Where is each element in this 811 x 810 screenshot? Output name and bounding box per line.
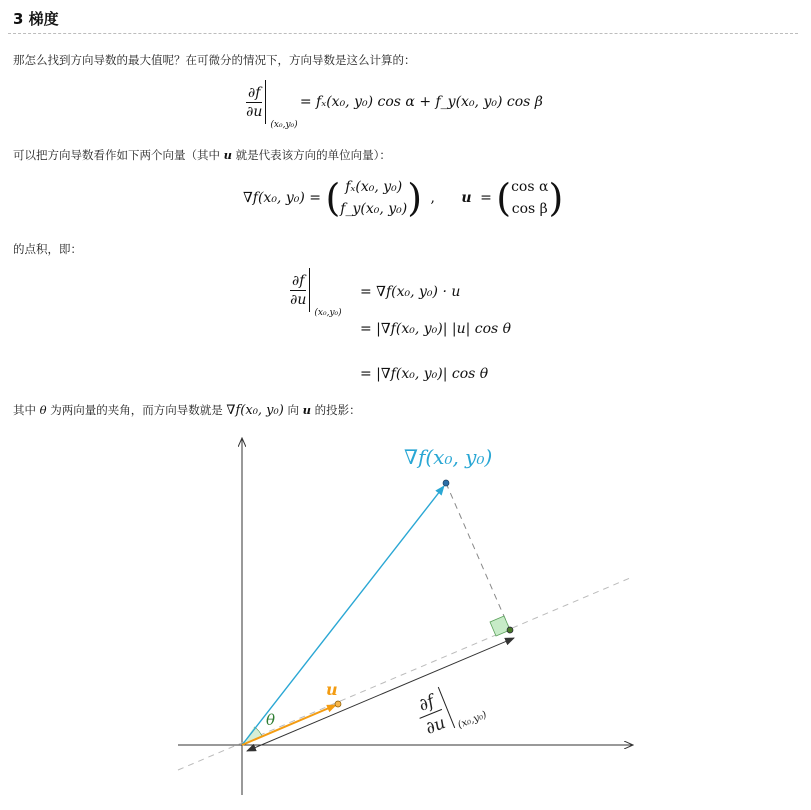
theta-label: θ xyxy=(266,711,276,729)
projection-numerator: ∂f xyxy=(415,691,438,716)
eq2-u-symbol: u xyxy=(461,190,472,206)
para4-text-d: 的投影： xyxy=(311,403,361,417)
gradient-vector xyxy=(242,486,444,745)
eq3-line-2: = |∇f(x₀, y₀)| |u| cos θ xyxy=(360,321,512,337)
eq2-paren-close-1: ) xyxy=(407,176,423,220)
eq3-line-3: = |∇f(x₀, y₀)| cos θ xyxy=(360,366,489,382)
section-number: 3 xyxy=(13,10,24,28)
eq2-grad-lhs: ∇f(x₀, y₀) = xyxy=(243,190,321,206)
eq1-rhs: = fₓ(x₀, y₀) cos α + f_y(x₀, y₀) cos β xyxy=(299,94,543,110)
eq3-numerator: ∂f xyxy=(292,272,305,289)
u-label: u xyxy=(326,680,338,699)
eq1-numerator: ∂f xyxy=(248,84,261,101)
eq3-line-1: = ∇f(x₀, y₀) · u xyxy=(360,284,461,300)
para4-u-symbol: u xyxy=(302,403,311,417)
para4-theta: θ xyxy=(39,403,47,417)
projection-foot-point xyxy=(507,627,513,633)
gradient-label: ∇f(x₀, y₀) xyxy=(404,445,493,469)
eq2-paren-open-2: ( xyxy=(496,176,512,220)
para4-gradient: ∇f(x₀, y₀) xyxy=(226,403,284,418)
para2-text-a: 可以把方向导数看作如下两个向量（其中 xyxy=(13,148,224,162)
eq2-u-top: cos α xyxy=(511,179,549,195)
unit-tip-point xyxy=(335,701,341,707)
eq3-eval-point: (x₀,y₀) xyxy=(314,308,342,318)
paragraph-dot-product: 的点积，即： xyxy=(13,242,82,256)
para4-text-a: 其中 xyxy=(13,403,40,417)
eq2-grad-bot: f_y(x₀, y₀) xyxy=(340,201,408,217)
section-title: 梯度 xyxy=(28,10,59,28)
eq1-denominator: ∂u xyxy=(246,103,263,120)
projection-dimension-arrow xyxy=(247,638,514,751)
para2-text-b: 就是代表该方向的单位向量）： xyxy=(232,148,391,162)
eq3-denominator: ∂u xyxy=(290,291,307,308)
eq2-paren-open-1: ( xyxy=(325,176,341,220)
eq2-paren-close-2: ) xyxy=(548,176,564,220)
eq1-eval-point: (x₀,y₀) xyxy=(270,120,298,130)
eq2-grad-top: fₓ(x₀, y₀) xyxy=(345,179,403,195)
para4-text-c: 向 xyxy=(283,403,303,417)
theta-sector xyxy=(242,727,262,745)
eq2-u-bot: cos β xyxy=(511,201,548,217)
eq2-u-equals: = xyxy=(480,190,492,206)
projection-denominator: ∂u xyxy=(422,712,449,739)
gradient-tip-point xyxy=(443,480,449,486)
right-angle-marker xyxy=(490,616,510,636)
perpendicular-line xyxy=(446,483,510,630)
projection-eval-point: (x₀,y₀) xyxy=(456,709,489,732)
projection-label xyxy=(411,674,488,743)
paragraph-intro: 那怎么找到方向导数的最大值呢？在可微分的情况下，方向导数是这么计算的： xyxy=(13,53,416,67)
para2-u-symbol: u xyxy=(223,148,233,162)
equation-vectors: ∇f(x₀, y₀) = ( fₓ(x₀, y₀) f_y(x₀, y₀) ) , u = ( cos α cos β ) xyxy=(243,176,564,220)
para4-text-b: 为两向量的夹角，而方向导数就是 xyxy=(46,403,227,417)
unit-vector-u xyxy=(242,705,336,745)
